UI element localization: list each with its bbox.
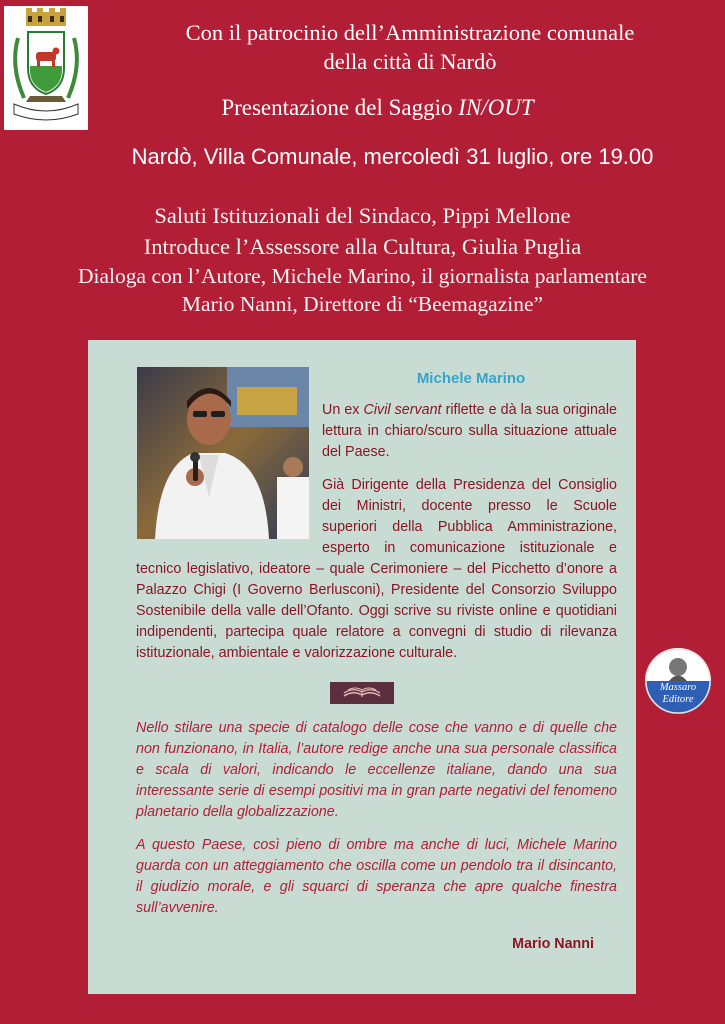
author-card [88, 340, 636, 994]
author-bio [136, 400, 617, 676]
bio-text: riflette e dà la sua originale lettura in chiaro/scuro sulla situazione attuale del Paese. [322, 402, 618, 460]
review-signature: Mario Nanni [512, 936, 594, 952]
review-paragraph-2: A questo Paese, così pieno di ombre ma anche di luci, Michele Marino guarda con un atteggiamento che oscilla come un pendolo tra il disincanto, il giudizio morale, e gli squarci di speranza che apre qualche finestra sull’avvenire. [136, 837, 617, 916]
city-line: della città di Nardò [323, 49, 497, 74]
review-paragraph-1: Nello stilare una specie di catalogo delle cose che vanno e di quelle che non funzionano, in Italia, l’autore redige anche una sua personale classifica e scala di valori, indicando le eccellenze italiane, dando una sua interessante serie di esempi positivi ma in gran parte negativi del fenomeno planetario della globalizzazione. [136, 720, 617, 820]
municipal-crest-icon [4, 6, 88, 130]
bio-text: Un ex [322, 402, 364, 418]
review-text [136, 718, 617, 931]
event-details: Nardò, Villa Comunale, mercoledì 31 luglio, ore 19.00 [131, 144, 654, 169]
publisher-name: Massaro [659, 682, 697, 693]
publisher-subtitle: Editore [662, 694, 694, 705]
publisher-logo-icon [645, 648, 711, 714]
book-title: IN/OUT [458, 95, 534, 120]
bio-emphasis: Civil servant [363, 402, 442, 418]
dialogue-line: Dialoga con l’Autore, Michele Marino, il giornalista parlamentare [78, 264, 647, 288]
presentation-title [110, 96, 645, 119]
assessor-intro-line: Introduce l’Assessore alla Cultura, Giulia Puglia [143, 234, 582, 259]
photo-spacer [136, 400, 322, 539]
mayor-greeting-line: Saluti Istituzionali del Sindaco, Pippi Mellone [154, 203, 571, 228]
director-line: Mario Nanni, Direttore di “Beemagazine” [181, 292, 544, 316]
patronage-line: Con il patrocinio dell’Amministrazione comunale [185, 20, 635, 45]
presentation-prefix: Presentazione del Saggio [221, 95, 459, 120]
author-name: Michele Marino [416, 370, 526, 387]
bio-paragraph-2: Già Dirigente della Presidenza del Consiglio dei Ministri, docente presso le Scuole superiori della Pubblica Amministrazione, esperto in comunicazione istituzionale e tecnico legislativo, ideatore – quale Cerimoniere – del Picchetto d’onore a Palazzo Chigi (I Governo Berlusconi), Presidente del Consorzio Sviluppo Sostenibile della valle dell’Ofanto. Oggi scrive su riviste online e quotidiani indipendenti, partecipa quale relatore a convegni di studio di rilevanza istituzionale, ambientale e valorizzazione culturale. [136, 477, 617, 661]
book-ornament-icon [330, 682, 394, 704]
